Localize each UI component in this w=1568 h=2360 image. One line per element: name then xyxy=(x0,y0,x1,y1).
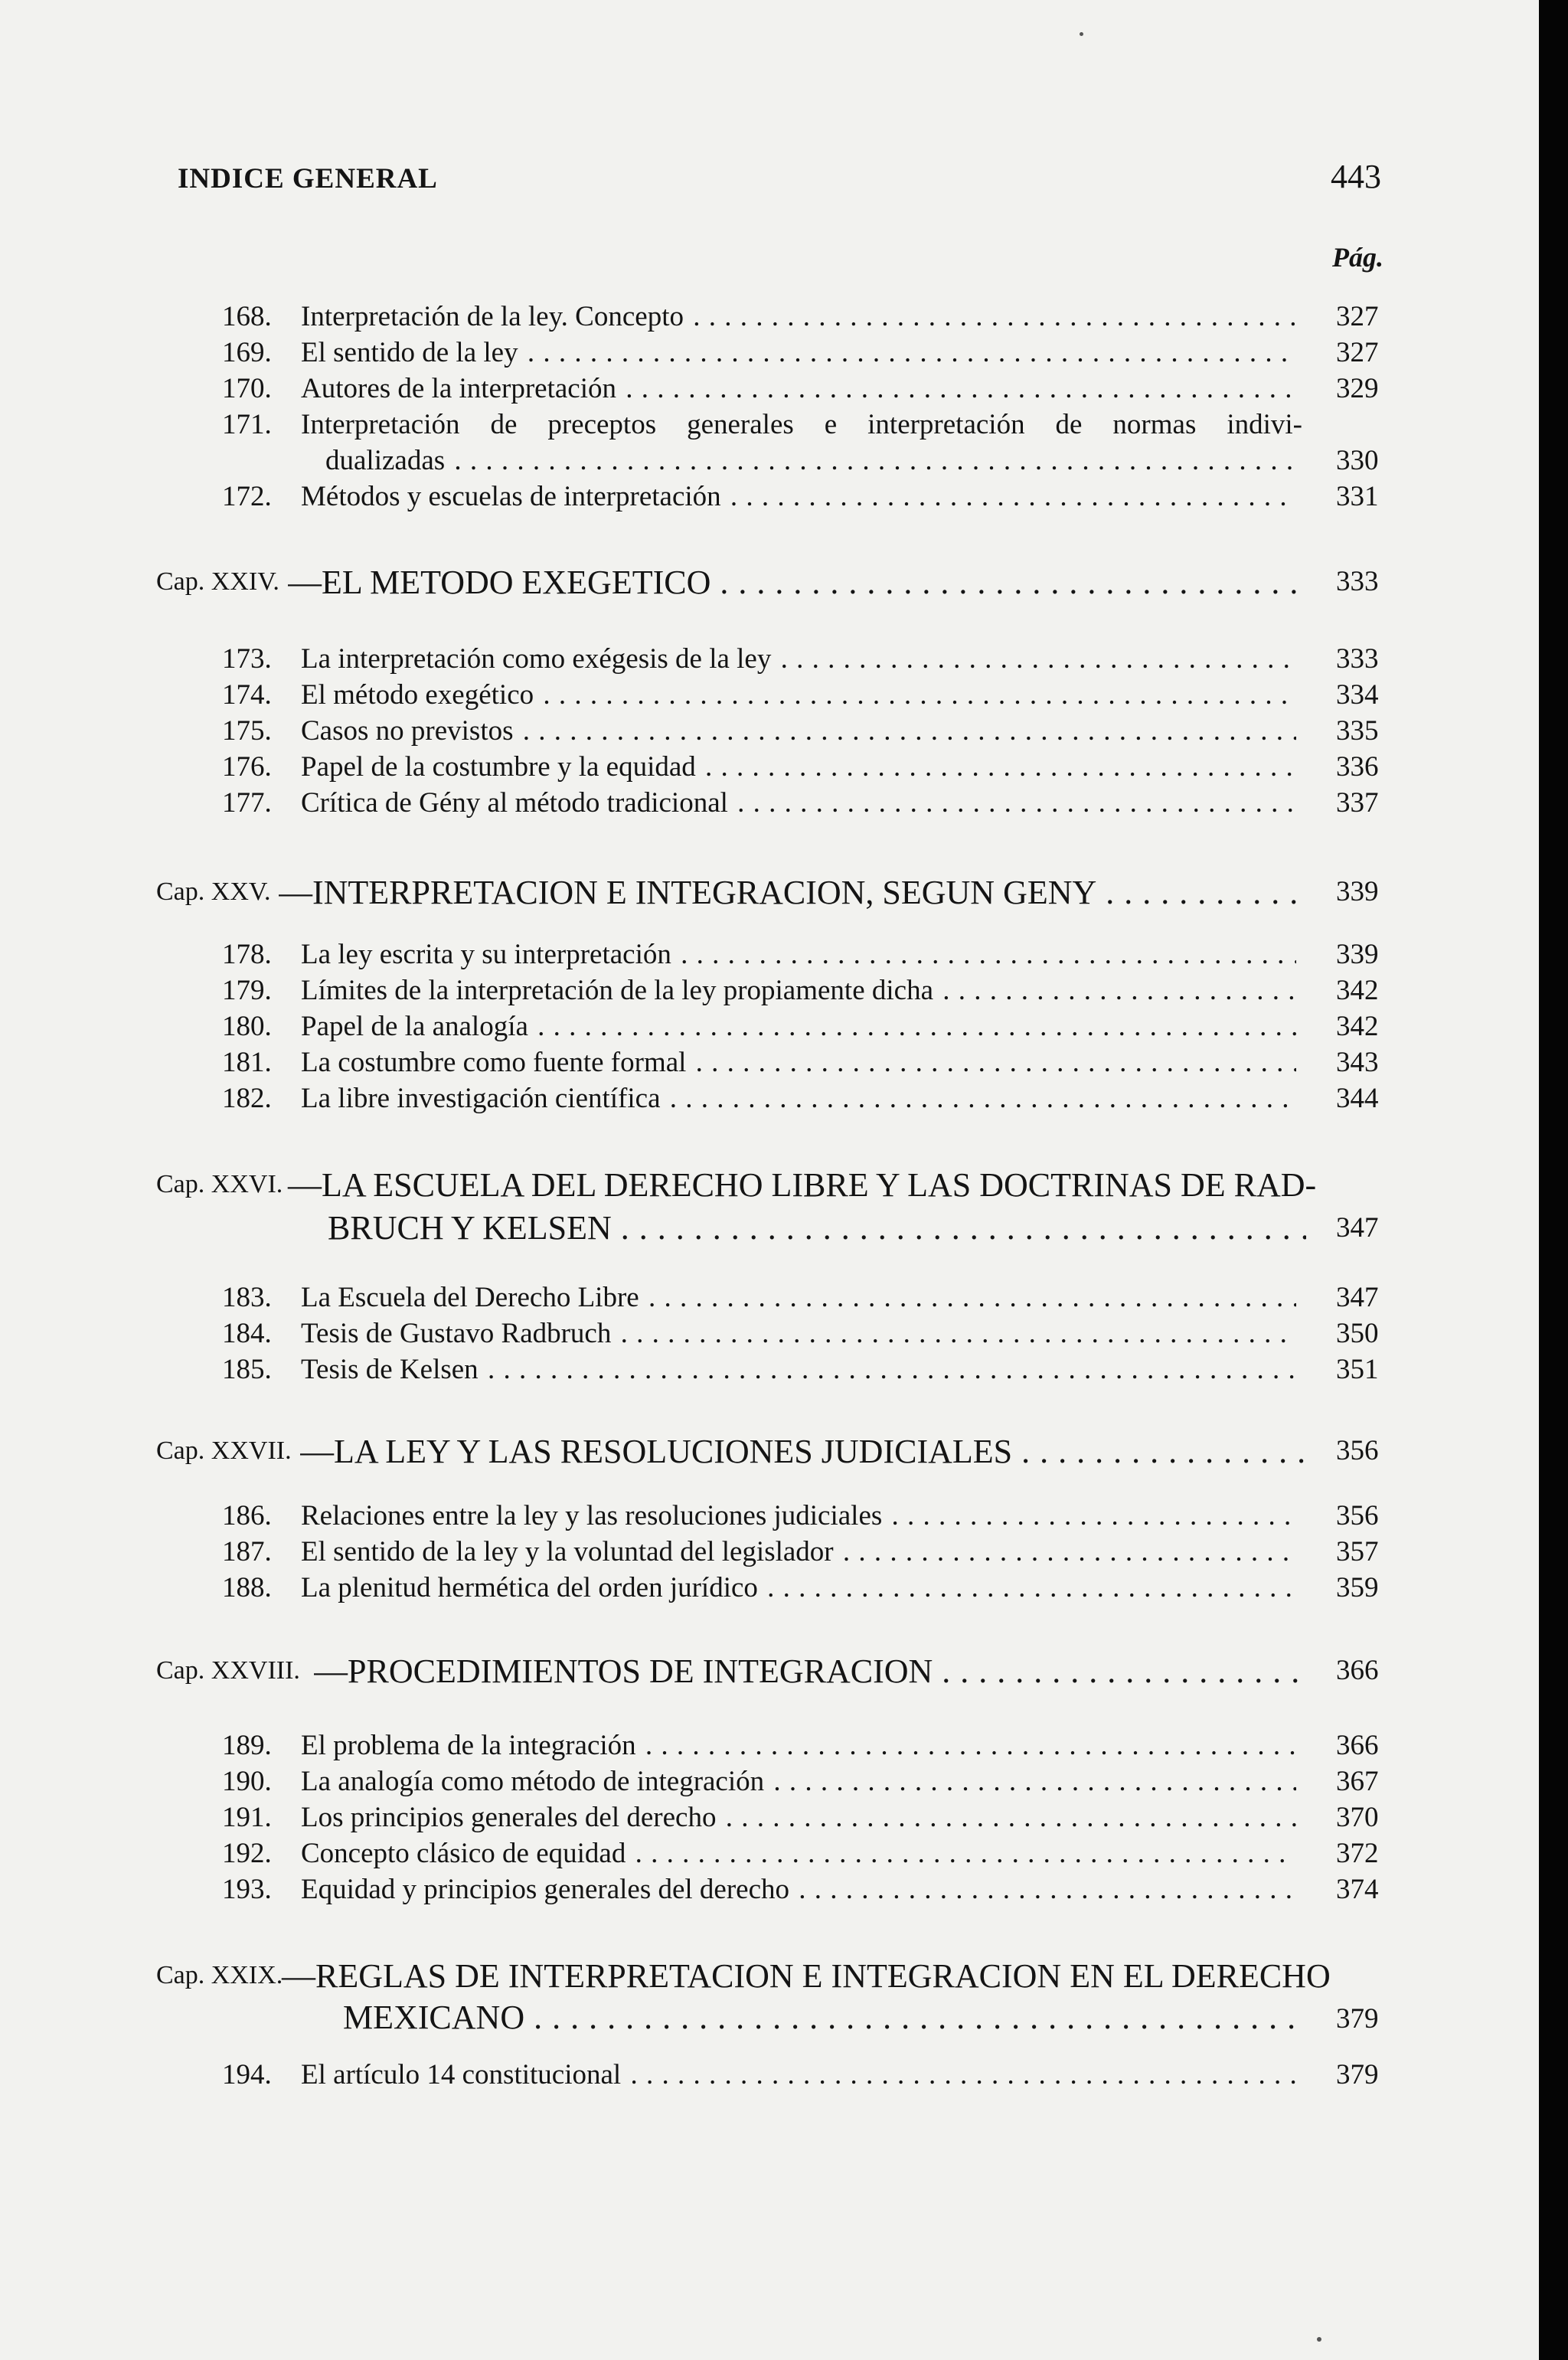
entry-number: 183. xyxy=(222,1282,272,1313)
chapter-roman: XXIX. xyxy=(211,1961,283,1989)
chapter-title: BRUCH Y KELSEN xyxy=(328,1209,612,1247)
entry-number: 180. xyxy=(222,1011,272,1042)
entry-page: 367 xyxy=(1336,1766,1379,1797)
entry-page: 359 xyxy=(1336,1572,1379,1603)
entry-number: 185. xyxy=(222,1354,272,1385)
chapter-roman: XXVII. xyxy=(211,1437,292,1465)
entry-title: Equidad y principios generales del derecho xyxy=(301,1874,790,1905)
entry-number: 181. xyxy=(222,1047,272,1078)
entry-title: El sentido de la ley y la voluntad del legislador xyxy=(301,1536,834,1567)
page-column-label: Pág. xyxy=(1332,242,1383,273)
entry-number: 184. xyxy=(222,1318,272,1349)
chapter-page: 356 xyxy=(1336,1435,1379,1466)
entry-title: Los principios generales del derecho xyxy=(301,1802,717,1833)
chapter-roman: XXV. xyxy=(211,878,271,906)
entry-title: Límites de la interpretación de la ley propiamente dicha xyxy=(301,975,933,1006)
chapter-page: 339 xyxy=(1336,876,1379,907)
entry-page: 334 xyxy=(1336,679,1379,711)
entry-title: La interpretación como exégesis de la ley xyxy=(301,643,772,675)
chapter-roman: XXVI. xyxy=(211,1170,283,1198)
entry-number: 177. xyxy=(222,787,272,819)
chapter-cap-label: Cap. xyxy=(156,1656,205,1685)
entry-number: 189. xyxy=(222,1730,272,1761)
entry-page: 336 xyxy=(1336,751,1379,783)
entry-number: 169. xyxy=(222,337,272,368)
entry-page: 374 xyxy=(1336,1874,1379,1905)
entry-page: 356 xyxy=(1336,1500,1379,1531)
chapter-cap-label: Cap. xyxy=(156,567,205,596)
chapter-page: 366 xyxy=(1336,1655,1379,1686)
entry-page: 366 xyxy=(1336,1730,1379,1761)
entry-title: dualizadas xyxy=(325,445,446,476)
entry-page: 342 xyxy=(1336,1011,1379,1042)
entry-page: 333 xyxy=(1336,643,1379,675)
chapter-cap-label: Cap. xyxy=(156,878,205,906)
entry-page: 337 xyxy=(1336,787,1379,819)
entry-title: La analogía como método de integración xyxy=(301,1766,765,1797)
entry-title: El método exegético xyxy=(301,679,534,711)
entry-title: La plenitud hermética del orden jurídico xyxy=(301,1572,758,1603)
entry-number: 187. xyxy=(222,1536,272,1567)
entry-number: 178. xyxy=(222,939,272,970)
chapter-cap-label: Cap. xyxy=(156,1437,205,1465)
entry-title: La ley escrita y su interpretación xyxy=(301,939,671,970)
entry-page: 327 xyxy=(1336,301,1379,332)
entry-number: 182. xyxy=(222,1083,272,1114)
entry-page: 329 xyxy=(1336,373,1379,404)
entry-page: 372 xyxy=(1336,1838,1379,1869)
entry-page: 350 xyxy=(1336,1318,1379,1349)
entry-page: 347 xyxy=(1336,1282,1379,1313)
entry-title: Interpretación de la ley. Concepto xyxy=(301,301,684,332)
entry-page: 344 xyxy=(1336,1083,1379,1114)
entry-title: Concepto clásico de equidad xyxy=(301,1838,626,1869)
entry-number: 172. xyxy=(222,481,272,512)
entry-title: El problema de la integración xyxy=(301,1730,636,1761)
entry-title: Métodos y escuelas de interpretación xyxy=(301,481,721,512)
entry-page: 335 xyxy=(1336,715,1379,747)
entry-page: 343 xyxy=(1336,1047,1379,1078)
entry-number: 190. xyxy=(222,1766,272,1797)
entry-number: 188. xyxy=(222,1572,272,1603)
entry-page: 357 xyxy=(1336,1536,1379,1567)
entry-page: 379 xyxy=(1336,2059,1379,2090)
chapter-cap-label: Cap. xyxy=(156,1170,205,1198)
entry-title: Casos no previstos xyxy=(301,715,514,747)
entry-page: 342 xyxy=(1336,975,1379,1006)
entry-title: El artículo 14 constitucional xyxy=(301,2059,622,2090)
entry-page: 331 xyxy=(1336,481,1379,512)
print-speck xyxy=(1080,32,1083,36)
chapter-title: MEXICANO xyxy=(343,1999,525,2036)
chapter-title-line1: —REGLAS DE INTERPRETACION E INTEGRACION EN EL DERECHO xyxy=(282,1957,1331,1995)
chapter-title: —LA LEY Y LAS RESOLUCIONES JUDICIALES xyxy=(300,1433,1013,1470)
chapter-title-line1: —LA ESCUELA DEL DERECHO LIBRE Y LAS DOCTRINAS DE RAD- xyxy=(288,1166,1317,1204)
entry-title: El sentido de la ley xyxy=(301,337,518,368)
print-speck xyxy=(1317,2337,1321,2342)
entry-title: Tesis de Kelsen xyxy=(301,1354,479,1385)
entry-number: 194. xyxy=(222,2059,272,2090)
entry-title: Papel de la analogía xyxy=(301,1011,528,1042)
chapter-roman: XXIV. xyxy=(211,567,279,596)
chapter-roman: XXVIII. xyxy=(211,1656,300,1685)
chapter-cap-label: Cap. xyxy=(156,1961,205,1989)
page-number: 443 xyxy=(1331,158,1381,195)
entry-number: 175. xyxy=(222,715,272,747)
entry-page: 327 xyxy=(1336,337,1379,368)
chapter-title: —EL METODO EXEGETICO xyxy=(288,564,711,601)
entry-page: 339 xyxy=(1336,939,1379,970)
entry-number: 186. xyxy=(222,1500,272,1531)
entry-title-line1: Interpretación de preceptos generales e interpretación de normas indivi- xyxy=(301,409,1302,440)
entry-title: La Escuela del Derecho Libre xyxy=(301,1282,639,1313)
entry-number: 192. xyxy=(222,1838,272,1869)
chapter-page: 333 xyxy=(1336,566,1379,597)
entry-title: Papel de la costumbre y la equidad xyxy=(301,751,696,783)
entry-number: 173. xyxy=(222,643,272,675)
entry-title: La libre investigación científica xyxy=(301,1083,661,1114)
running-head: INDICE GENERAL xyxy=(178,163,438,194)
entry-title: Autores de la interpretación xyxy=(301,373,616,404)
entry-number: 168. xyxy=(222,301,272,332)
chapter-page: 347 xyxy=(1336,1212,1379,1244)
entry-title: Tesis de Gustavo Radbruch xyxy=(301,1318,612,1349)
chapter-title: —INTERPRETACION E INTEGRACION, SEGUN GENY xyxy=(279,874,1097,911)
entry-title: La costumbre como fuente formal xyxy=(301,1047,687,1078)
entry-title: Crítica de Gény al método tradicional xyxy=(301,787,728,819)
entry-page: 370 xyxy=(1336,1802,1379,1833)
entry-number: 171. xyxy=(222,409,272,440)
entry-page: 330 xyxy=(1336,445,1379,476)
entry-page: 351 xyxy=(1336,1354,1379,1385)
entry-number: 174. xyxy=(222,679,272,711)
entry-number: 176. xyxy=(222,751,272,783)
entry-number: 191. xyxy=(222,1802,272,1833)
entry-title: Relaciones entre la ley y las resoluciones judiciales xyxy=(301,1500,883,1531)
chapter-page: 379 xyxy=(1336,2003,1379,2035)
entry-number: 170. xyxy=(222,373,272,404)
scan-edge xyxy=(1539,0,1568,2360)
entry-number: 193. xyxy=(222,1874,272,1905)
chapter-title: —PROCEDIMIENTOS DE INTEGRACION xyxy=(314,1652,933,1690)
entry-number: 179. xyxy=(222,975,272,1006)
